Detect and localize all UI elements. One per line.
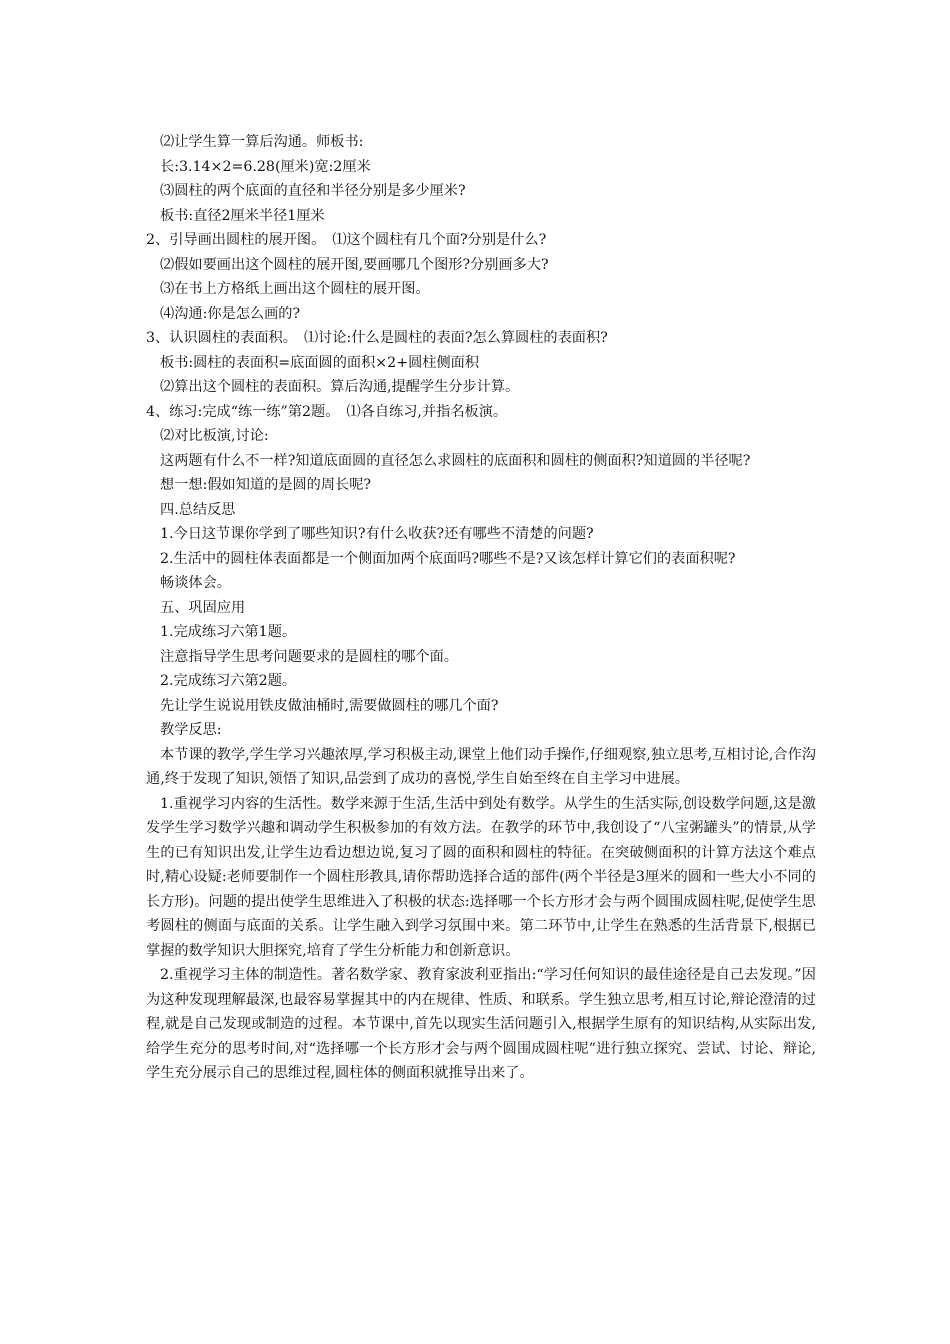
text-line: 2.完成练习六第2题。 — [160, 673, 297, 689]
text-line: ⑵对比板演,讨论: — [160, 428, 269, 444]
text-line: 2.重视学习主体的制造性。著名数学家、教育家波利亚指出:“学习任何知识的最佳途径是自己去发现。”因为这种发现理解最深,也最容易掌握其中的内在规律、性质、和联系。学生独立思考,相互讨论,辩论澄清的过程,就是自己发现或制造的过程。本节课中,首先以现实生活问题引入,根据学生原有的知识结构,从实际出发,给学生充分的思考时间,对“选择哪一个长方形才会与两个圆围成圆柱呢”进行独立探究、尝试、讨论、辩论,学生充分展示自己的思维过程,圆柱体的侧面积就推导出来了。 — [146, 967, 816, 1081]
text-line: 长:3.14×2=6.28(厘米)宽:2厘米 — [160, 158, 371, 175]
text-line: ⑶圆柱的两个底面的直径和半径分别是多少厘米? — [160, 183, 466, 199]
text-line: 2.生活中的圆柱体表面都是一个侧面加两个底面吗?哪些不是?又该怎样计算它们的表面积呢? — [160, 550, 736, 567]
text-line: 1.重视学习内容的生活性。数学来源于生活,生活中到处有数学。从学生的生活实际,创设数学问题,这是激发学生学习数学兴趣和调动学生积极参加的有效方法。在教学的环节中,我创设了“八宝粥罐头”的情景,从学生的已有知识出发,让学生边看边想边说,复习了圆的面积和圆柱的特征。在突破侧面积的计算方法这个难点时,精心设疑:老师要制作一个圆柱形教具,请你帮助选择合适的部件(两个半径是3厘米的圆和一些大小不同的长方形)。问题的提出使学生思维进入了积极的状态:选择哪一个长方形才会与两个圆围成圆柱呢,促使学生思考圆柱的侧面与底面的关系。让学生融入到学习氛围中来。第二环节中,让学生在熟悉的生活背景下,根据已掌握的数学知识大胆探究,培育了学生分析能力和创新意识。 — [146, 795, 816, 959]
text-line: ⑵假如要画出这个圆柱的展开图,要画哪几个图形?分别画多大? — [160, 256, 549, 273]
text-line: 1.今日这节课你学到了哪些知识?有什么收获?还有哪些不清楚的问题? — [160, 526, 594, 542]
document-body — [146, 130, 816, 1086]
text-line: 畅谈体会。 — [160, 575, 231, 591]
text-line: 3、认识圆柱的表面积。 ⑴讨论:什么是圆柱的表面?怎么算圆柱的表面积? — [146, 330, 608, 346]
text-line: ⑶在书上方格纸上画出这个圆柱的展开图。 — [160, 281, 430, 297]
text-line: 先让学生说说用铁皮做油桶时,需要做圆柱的哪几个面? — [160, 697, 499, 714]
text-line: 这两题有什么不一样?知道底面圆的直径怎么求圆柱的底面积和圆柱的侧面积?知道圆的半径呢? — [160, 452, 751, 469]
text-line: ⑵算出这个圆柱的表面积。算后沟通,提醒学生分步计算。 — [160, 379, 520, 395]
text-line: 教学反思: — [160, 722, 222, 738]
text-line: 4、练习:完成“练一练”第2题。 ⑴各自练习,并指名板演。 — [146, 403, 508, 420]
text-line: 想一想:假如知道的是圆的周长呢? — [160, 477, 372, 493]
text-line: 2、引导画出圆柱的展开图。 ⑴这个圆柱有几个面?分别是什么? — [146, 232, 547, 248]
text-line: 注意指导学生思考问题要求的是圆柱的哪个面。 — [160, 648, 458, 665]
text-line: ⑷沟通:你是怎么画的? — [160, 305, 301, 322]
text-line: ⑵让学生算一算后沟通。师板书: — [160, 134, 364, 150]
text-line: 四.总结反思 — [160, 501, 236, 518]
text-line: 板书:圆柱的表面积=底面圆的面积×2+圆柱侧面积 — [160, 354, 480, 371]
text-line: 1.完成练习六第1题。 — [160, 624, 297, 640]
text-line: 板书:直径2厘米半径1厘米 — [160, 207, 325, 224]
text-line: 五、巩固应用 — [160, 599, 246, 616]
text-line: 本节课的教学,学生学习兴趣浓厚,学习积极主动,课堂上他们动手操作,仔细观察,独立思考,互相讨论,合作沟通,终于发现了知识,领悟了知识,品尝到了成功的喜悦,学生自始至终在自主学习中进展。 — [146, 746, 816, 787]
